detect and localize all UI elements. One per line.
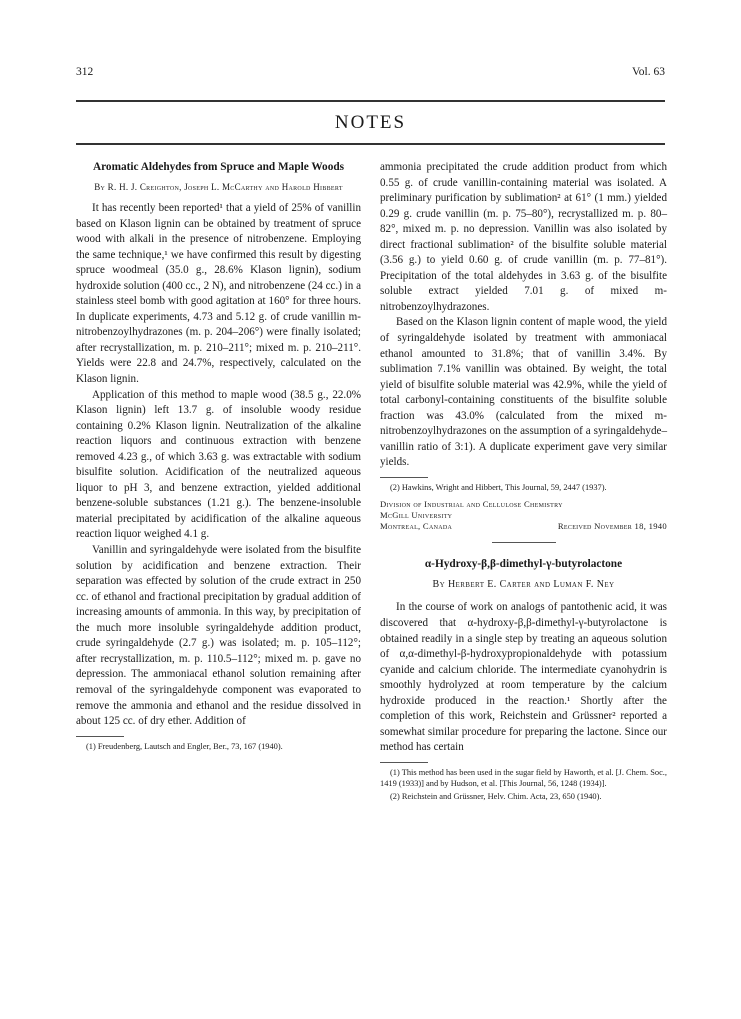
article2-byline: By Herbert E. Carter and Luman F. Ney — [432, 579, 615, 591]
article1-footnote-1: (1) Freudenberg, Lautsch and Engler, Ber., 73, 167 (1940). — [86, 741, 283, 751]
article2-paragraph-1: In the course of work on analogs of pantothenic acid, it was discovered that α-hydroxy-β,β-dimethyl-γ-butyrolactone is obtained readily in a single step by treating an aqueous solution of α,α-dimethyl-β-hydroxypropionaldehyde with potassium cyanide and calcium chloride. The intermediate cyanohydrin is smoothly hydrolyzed at room temperature by the calcium hydroxide produced in the reaction.¹ Shortly after the completion of this work, Reichstein and Grüssner² reported a somewhat similar procedure for preparing the lactone. Since our method has certain — [380, 601, 667, 754]
affiliation — [380, 499, 667, 532]
article-separator — [492, 542, 556, 543]
volume-label: Vol. 63 — [631, 66, 665, 78]
article2-footnote-2: (2) Reichstein and Grüssner, Helv. Chim. Acta, 23, 650 (1940). — [390, 791, 602, 801]
article2-footnote-1: (1) This method has been used in the sugar field by Haworth, et al. [J. Chem. Soc., 1419 (1933)] and by Hudson, et al. [This Journal, 56, 1248 (1934)]. — [380, 767, 667, 788]
article1-byline: By R. H. J. Creighton, Joseph L. McCarthy and Harold Hibbert — [94, 182, 343, 192]
footnote-rule — [76, 736, 124, 737]
section-title: NOTES — [334, 112, 407, 133]
article1-title: Aromatic Aldehydes from Spruce and Maple Woods — [92, 161, 345, 173]
article1-paragraph-5: Based on the Klason lignin content of maple wood, the yield of syringaldehyde isolated by treatment with ammoniacal ethanol amounted to 31.8%; that of vanillin 3.4%. By sublimation 7.1% vanillin was obtained. By weight, the total yield of bisulfite soluble material was 42.9%, while the yield of total carbonyl-containing constituents of the bisulfite soluble fraction was 43.0% (calculated from the mixed m-nitrobenzoylhydrazones on the assumption of a syringaldehyde–vanillin ratio of 3:1). A duplicate experiment gave very similar yields. — [380, 316, 667, 469]
page-number: 312 — [76, 66, 94, 78]
page-header — [76, 66, 665, 82]
affiliation-line-1: Division of Industrial and Cellulose Chemistry — [380, 498, 563, 509]
article1-paragraph-2: Application of this method to maple wood (38.5 g., 22.0% Klason lignin) left 13.7 g. of insoluble woody residue containing 0.2% Klason lignin. Neutralization of the alkaline reaction liquors and continuous extraction with benzene removed 4.23 g., of which 3.63 g. was extractable with sodium bisulfite solution. Acidification of the neutralized aqueous liquor to pH 3, and benzene extraction, yielded additional benzene-soluble substances (1.21 g.). The benzene-insoluble material precipitated by acidification of the alkaline aqueous reaction liquor weighed 4.1 g. — [76, 388, 361, 541]
top-rule — [76, 100, 665, 102]
received-date: Received November 18, 1940 — [557, 520, 667, 531]
affiliation-city: Montreal, Canada — [380, 520, 453, 531]
article1-paragraph-4: ammonia precipitated the crude addition product from which 0.55 g. of crude vanillin-containing material was isolated. A preliminary purification by sublimation² at 61° (1 mm.) yielded 0.29 g. crude vanillin (m. p. 75–80°), recrystallized m. p. 80–82°, mixed m. p. no depression. Vanillin was also isolated by direct fractional sublimation² of the bisulfite soluble material (3.56 g.) to yield 0.60 g. of crude vanillin (m. p. 77–81°). Precipitation of the total aldehydes in 3.63 g. of the bisulfite soluble extract yielded 7.01 g. of mixed m-nitrobenzoylhydrazones. — [380, 161, 667, 313]
article1-footnote-2: (2) Hawkins, Wright and Hibbert, This Journal, 59, 2447 (1937). — [390, 482, 607, 492]
article1-paragraph-3: Vanillin and syringaldehyde were isolated from the bisulfite solution by acidification and benzene extraction. Their separation was effected by solution of the crude extract in 250 cc. of ethanol and fractional precipitation by gradual addition of increasing amounts of ammonia. In this way, by precipitation of the much more insoluble syringaldehyde addition product, crude syringaldehyde (2.7 g.) was isolated; m. p. 105–112°; after recrystallization, m. p. 110.5–112°; mixed m. p. gave no depression. The ammoniacal ethanol solution remaining after removal of the syringaldehyde component was evaporated to remove the ammonia and ethanol and the residue dissolved in about 125 cc. of dry ether. Addition of — [76, 544, 361, 728]
footnote-rule — [380, 762, 428, 763]
footnote-rule — [380, 477, 428, 478]
right-column — [380, 160, 667, 804]
left-column — [76, 160, 361, 754]
article2-title: α-Hydroxy-β,β-dimethyl-γ-butyrolactone — [424, 557, 623, 570]
article1-paragraph-1: It has recently been reported¹ that a yield of 25% of vanillin based on Klason lignin can be obtained by treatment of spruce wood with alkali in the presence of nitrobenzene. Employing the same technique,¹ we have confirmed this result by digesting spruce woodmeal (35.0 g., 28.6% Klason lignin), sodium hydroxide solution (400 cc., 2 N), and nitrobenzene (24 cc.) in a stainless steel bomb with good agitation at 160° for three hours. In duplicate experiments, 4.73 and 5.12 g. of crude vanillin m-nitrobenzoylhydrazones (m. p. 204–206°) were finally isolated; after recrystallization, m. p. 210–211°; mixed m. p. 210–211°. Yields were 22.8 and 24.7%, respectively, calculated on the Klason lignin. — [76, 202, 361, 386]
section-rule — [76, 143, 665, 145]
affiliation-line-2: McGill University — [380, 509, 453, 520]
